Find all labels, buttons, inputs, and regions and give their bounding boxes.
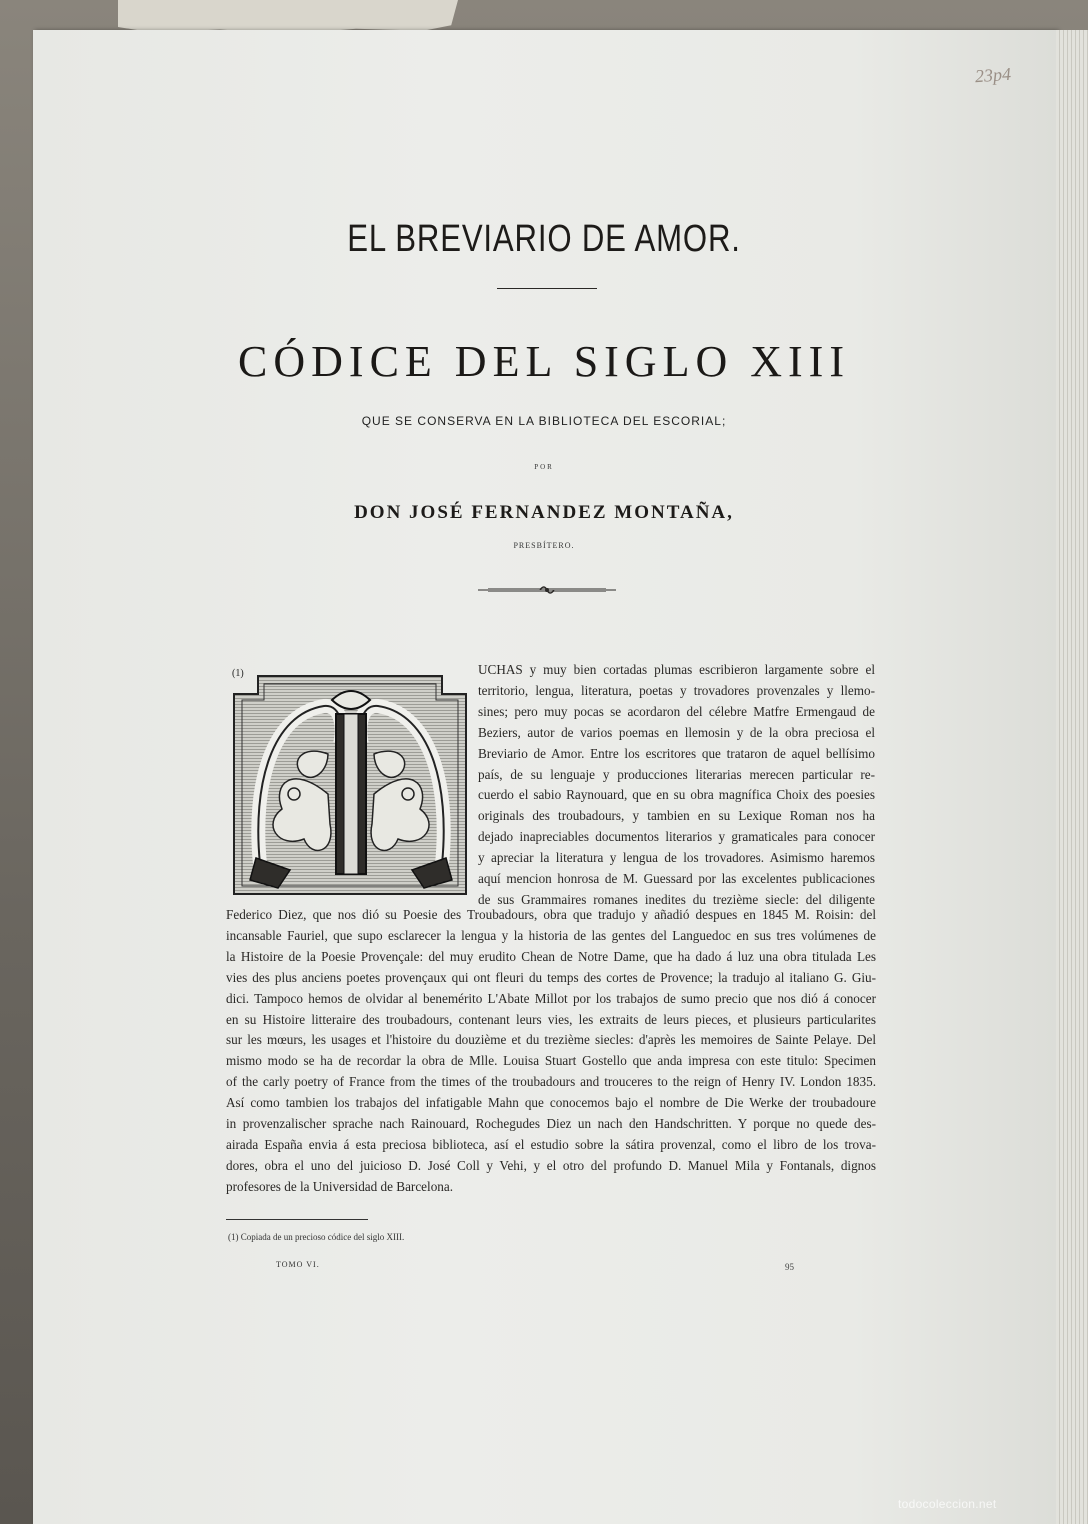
drop-cap-paragraph (478, 660, 875, 911)
body-paragraph (226, 905, 876, 1198)
text-line: aquí mencion honrosa de M. Guessard por las excelentes publicaciones (478, 871, 875, 887)
text-line: Federico Diez, que nos dió su Poesie des Troubadours, obra que tradujo y añadió despues en 1845 M. Roisin: del (226, 907, 876, 922)
author-title: PRESBÍTERO. (513, 541, 575, 550)
text-line: la Histoire de la Poesie Provençale: del muy erudito Chean de Notre Dame, que ha dado á luz una obra titulada Les (226, 948, 876, 964)
page-title: EL BREVIARIO DE AMOR. (347, 218, 741, 260)
text-line: dores, obra el uno del juicioso D. José Coll y Vehi, y el otro del profundo D. Manuel Mila y Fontanals, dignos (226, 1157, 876, 1173)
text-line: país, de su lenguaje y producciones literarias merecen particular re- (478, 766, 875, 782)
footnote: (1) Copiada de un precioso códice del siglo XIII. (228, 1232, 405, 1242)
text-line: in provenzalischer sprache nach Rainouard, Rochegudes Diez un nach den Handschritten. Y porque no quede des- (226, 1116, 876, 1132)
text-line: sines; pero muy pocas se acordaron del célebre Matfre Ermengaud de (478, 703, 875, 719)
byline-por: POR (534, 463, 554, 471)
volume-label: TOMO VI. (276, 1260, 320, 1269)
text-line: Así como tambien los trabajos del infatigable Mahn que conocemos bajo el nombre de Die Werke der troubadoure (226, 1095, 876, 1111)
footnote-reference: (1) (232, 668, 244, 679)
text-line: dejado inapreciables documentos literarios y gramaticales para conocer (478, 829, 875, 845)
text-line: mismo modo se ha de recordar la obra de Mlle. Louisa Stuart Gostello que anda impresa con este titulo: Specimen (226, 1053, 876, 1069)
watermark: todocoleccion.net (898, 1497, 997, 1511)
illuminated-initial (232, 674, 468, 896)
text-line: Beziers, autor de varios poemas en llemosin y de la obra preciosa el (478, 724, 875, 740)
text-line: Breviario de Amor. Entre los escritores que trataron de aquel bellísimo (478, 745, 875, 761)
text-line: dici. Tampoco hemos de olvidar al benemérito L'Abate Millot por los trabajos de sumo precio que nos dió á conocer (226, 990, 876, 1006)
text-line: sur les mœurs, les usages et l'histoire du douzième et du trezième siecles: d'après les memoires de Sainte Pelaye. Del (226, 1032, 876, 1048)
ornament-divider (478, 583, 616, 597)
text-line: de sus Grammaires romanes inedites du trezième siecle: del diligente (478, 891, 875, 907)
pencil-annotation: 23p4 (974, 63, 1012, 87)
title-divider (497, 288, 597, 289)
text-line: UCHAS y muy bien cortadas plumas escribieron largamente sobre el (478, 662, 875, 677)
author-name: DON JOSÉ FERNANDEZ MONTAÑA, (354, 502, 734, 523)
page-subtitle: CÓDICE DEL SIGLO XIII (238, 337, 850, 386)
text-line: originals des troubadours, y tambien en su Lexique Roman nos ha (478, 808, 875, 824)
text-line: vies des plus anciens poetes provençaux qui ont fleuri du temps des cortes de Provence; la tradujo al italiano G. Giu- (226, 969, 876, 985)
text-line: profesores de la Universidad de Barcelona. (226, 1178, 454, 1194)
text-line: y apreciar la literatura y lengua de los trovadores. Asimismo haremos (478, 850, 875, 866)
page-number: 95 (785, 1262, 794, 1272)
text-line: of the carly poetry of France from the times of the troubadours and trouceres to the reign of Henry IV. London 1835. (226, 1074, 876, 1090)
text-line: airada España envia á esta preciosa biblioteca, así el estudio sobre la sátira provenzal, como el libro de los trova- (226, 1136, 876, 1152)
text-line: incansable Fauriel, que supo esclarecer la lengua y la historia de las gentes del Languedoc en sus tres volúmenes de (226, 927, 876, 943)
text-line: territorio, lengua, literatura, poetas y trovadores provenzales y llemo- (478, 682, 875, 698)
text-line: cuerdo el sabio Raynouard, que en su obra magnífica Choix des poesies (478, 787, 875, 803)
subtitle-note: QUE SE CONSERVA EN LA BIBLIOTECA DEL ESCORIAL; (361, 414, 727, 428)
page-stack-edge (1056, 30, 1088, 1524)
text-line: en su Histoire litteraire des troubadours, contenant leurs vies, les extraits de leurs pieces, et plusieurs particularites (226, 1011, 876, 1027)
footnote-divider (226, 1219, 368, 1220)
